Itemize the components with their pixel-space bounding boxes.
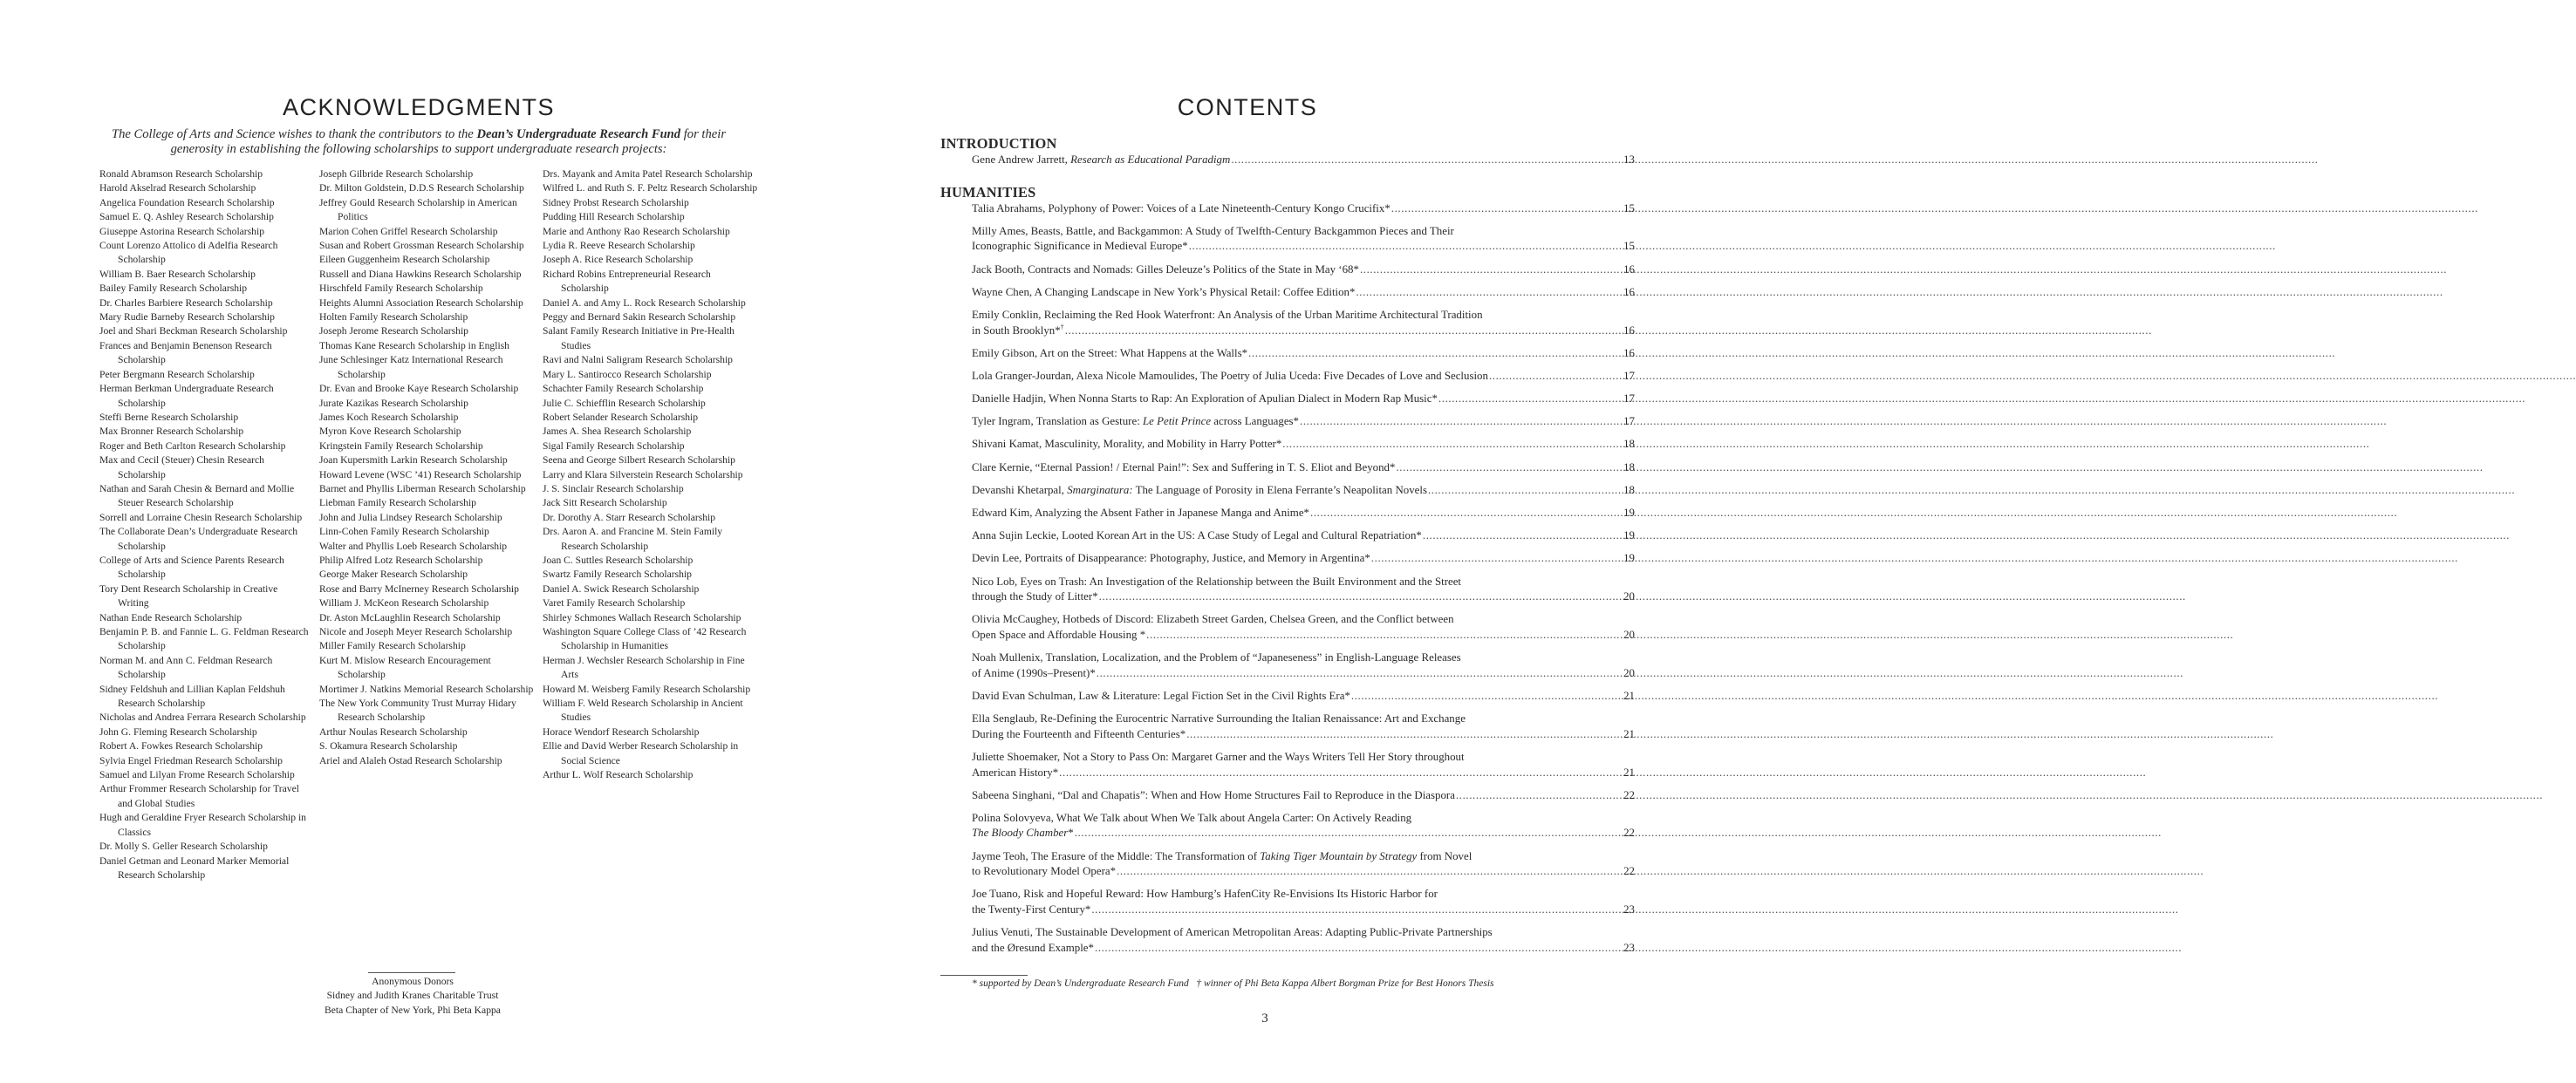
scholarship-item: Roger and Beth Carlton Research Scholarship <box>99 439 286 452</box>
toc-entry-text: Danielle Hadjin, When Nonna Starts to Rap: An Exploration of Apulian Dialect in Modern Rap Music* <box>972 392 1438 405</box>
dot-leader <box>1189 239 1622 255</box>
toc-page-number: 21 <box>1623 766 1635 779</box>
scholarship-item: Marion Cohen Griffel Research Scholarship <box>319 225 498 237</box>
dot-leader <box>1489 369 1622 385</box>
scholarship-item: Jeffrey Gould Research Scholarship in American Politics <box>319 196 517 223</box>
scholarship-item: Philip Alfred Lotz Research Scholarship <box>319 554 483 566</box>
toc-entry-text: Ella Senglaub, Re-Defining the Eurocentric Narrative Surrounding the Italian Renaissance: Art and Exchange <box>972 712 1466 725</box>
scholarship-item: Linn-Cohen Family Research Scholarship <box>319 526 489 538</box>
scholarship-item: Robert Selander Research Scholarship <box>543 411 699 423</box>
dot-leader <box>1248 346 1622 362</box>
toc-entry[interactable] <box>940 811 1635 841</box>
scholarship-item: Frances and Benjamin Benenson Research Scholarship <box>99 339 272 366</box>
scholarship-item: Robert A. Fowkes Research Scholarship <box>99 740 263 753</box>
dot-leader <box>1428 483 1622 499</box>
scholarship-item: Kringstein Family Research Scholarship <box>319 439 483 452</box>
footnote: * supported by Dean’s Undergraduate Research Fund † winner of Phi Beta Kappa Albert Borgman Prize for Best Honors Thesis <box>972 978 1494 989</box>
scholarship-item: Pudding Hill Research Scholarship <box>543 211 685 223</box>
dot-leader <box>1091 902 1622 918</box>
dot-leader <box>1438 392 1622 407</box>
dot-leader <box>1456 788 1622 804</box>
scholarship-item: Schachter Family Research Scholarship <box>543 383 704 395</box>
scholarship-item: Susan and Robert Grossman Research Scholarship <box>319 240 524 252</box>
toc-page-number: 20 <box>1623 666 1635 679</box>
toc-page-number: 22 <box>1623 865 1635 878</box>
toc-entry[interactable] <box>940 925 1635 956</box>
toc-entry-text: Joe Tuano, Risk and Hopeful Reward: How Hamburg’s HafenCity Re-Envisions Its Historic Harbor for <box>972 888 1438 901</box>
scholarship-item: Howard M. Weisberg Family Research Scholarship <box>543 683 751 695</box>
toc-entry[interactable] <box>940 612 1635 643</box>
scholarship-item: Myron Kove Research Scholarship <box>319 426 461 438</box>
scholarship-item: John and Julia Lindsey Research Scholarship <box>319 511 502 523</box>
scholarship-item: Dr. Dorothy A. Starr Research Scholarship <box>543 511 716 523</box>
toc-page-number: 15 <box>1623 240 1635 253</box>
toc-entry[interactable] <box>940 308 1635 338</box>
toc-page-number: 15 <box>1623 201 1635 215</box>
scholarship-item: Jack Sitt Research Scholarship <box>543 497 667 509</box>
intro-text-after: for their generosity in establishing the following scholarships to support undergraduate research projects: <box>170 127 726 156</box>
scholarship-item: Samuel and Lilyan Frome Research Scholarship <box>99 769 295 781</box>
scholarship-item: Tory Dent Research Scholarship in Creative Writing <box>99 582 278 610</box>
toc-entry[interactable] <box>940 887 1635 917</box>
toc-entry-text: of Anime (1990s–Present)* <box>972 666 1096 679</box>
toc-page-number: 19 <box>1623 552 1635 565</box>
toc-entry-text: to Revolutionary Model Opera* <box>972 865 1117 878</box>
toc-entry[interactable] <box>940 153 1635 168</box>
scholarship-item: Thomas Kane Research Scholarship in English <box>319 339 509 351</box>
scholarship-item: Miller Family Research Scholarship <box>319 640 466 652</box>
toc-entry-text: Open Space and Affordable Housing * <box>972 628 1146 641</box>
toc-entry[interactable] <box>940 551 1635 567</box>
scholarship-item: Larry and Klara Silverstein Research Scholarship <box>543 468 743 480</box>
toc-entry[interactable] <box>940 285 1635 301</box>
dot-leader <box>1360 262 1622 278</box>
contents-title: CONTENTS <box>1177 94 1318 120</box>
scholarship-item: Washington Square College Class of ’42 Research Scholarship in Humanities <box>543 626 747 652</box>
scholarship-item: Joseph Gilbride Research Scholarship <box>319 168 474 180</box>
scholarship-item: Daniel A. and Amy L. Rock Research Scholarship <box>543 296 746 309</box>
toc-list <box>940 153 1635 168</box>
toc-entry[interactable] <box>940 437 1635 453</box>
scholarship-item: Herman Berkman Undergraduate Research Scholarship <box>99 383 274 409</box>
scholarship-item: Dr. Evan and Brooke Kaye Research Scholarship <box>319 383 519 395</box>
scholarship-column-1 <box>99 167 309 882</box>
toc-entry[interactable] <box>940 346 1635 362</box>
scholarship-item: Arthur L. Wolf Research Scholarship <box>543 769 694 781</box>
scholarship-item: Liebman Family Research Scholarship <box>319 497 476 509</box>
scholarship-item: Drs. Mayank and Amita Patel Research Scholarship <box>543 168 753 180</box>
toc-page-number: 18 <box>1623 483 1635 496</box>
scholarship-item: James A. Shea Research Scholarship <box>543 426 692 438</box>
dot-leader <box>1095 941 1622 957</box>
scholarship-item: Howard Levene (WSC ’41) Research Scholarship <box>319 468 522 480</box>
dot-leader <box>1186 727 1622 743</box>
toc-entry-text: Edward Kim, Analyzing the Absent Father in Japanese Manga and Anime* <box>972 507 1309 520</box>
toc-page-number: 20 <box>1623 628 1635 641</box>
scholarship-item: Dr. Aston McLaughlin Research Scholarship <box>319 611 501 623</box>
scholarship-item: Barnet and Phyllis Liberman Research Scholarship <box>319 482 526 494</box>
toc-entry-text: through the Study of Litter* <box>972 590 1098 603</box>
dot-leader <box>1423 528 1622 544</box>
scholarship-item: Mortimer J. Natkins Memorial Research Scholarship <box>319 683 534 695</box>
scholarship-item: Julie C. Schiefflin Research Scholarship <box>543 397 706 409</box>
toc-entry[interactable] <box>940 750 1635 780</box>
scholarship-item: Daniel Getman and Leonard Marker Memorial Research Scholarship <box>99 855 290 881</box>
toc-entry-text: the Twenty-First Century* <box>972 903 1091 916</box>
scholarship-item: Benjamin P. B. and Fannie L. G. Feldman Research Scholarship <box>99 626 309 652</box>
scholarship-item: Richard Robins Entrepreneurial Research Scholarship <box>543 268 711 295</box>
toc-page-number: 16 <box>1623 285 1635 298</box>
scholarship-item: Peter Bergmann Research Scholarship <box>99 368 255 380</box>
toc-entry[interactable] <box>940 788 1635 804</box>
dot-leader <box>1310 506 1622 521</box>
scholarship-item: Herman J. Wechsler Research Scholarship in Fine Arts <box>543 654 745 681</box>
scholarship-item: Lydia R. Reeve Research Scholarship <box>543 240 695 252</box>
toc-entry-text: Olivia McCaughey, Hotbeds of Discord: Elizabeth Street Garden, Chelsea Green, and the Conflict between <box>972 613 1454 626</box>
scholarship-item: Dr. Milton Goldstein, D.D.S Research Scholarship <box>319 182 524 194</box>
toc-entry-text: Talia Abrahams, Polyphony of Power: Voices of a Late Nineteenth-Century Kongo Crucifix* <box>972 201 1390 215</box>
scholarship-item: Joan C. Suttles Research Scholarship <box>543 554 694 566</box>
scholarship-item: Dr. Charles Barbiere Research Scholarship <box>99 296 273 309</box>
scholarship-item: Bailey Family Research Scholarship <box>99 283 248 295</box>
toc-entry-text: Iconographic Significance in Medieval Europe* <box>972 240 1188 253</box>
toc-entry-text: David Evan Schulman, Law & Literature: Legal Fiction Set in the Civil Rights Era* <box>972 689 1350 702</box>
dot-leader <box>1065 324 1622 339</box>
scholarship-item: Salant Family Research Initiative in Pre-Health Studies <box>543 325 735 351</box>
scholarship-item: Heights Alumni Association Research Scholarship <box>319 296 523 309</box>
toc-entry[interactable] <box>940 575 1635 605</box>
toc-entry-text: Emily Gibson, Art on the Street: What Happens at the Walls* <box>972 346 1248 359</box>
toc-entry-text: Emily Conklin, Reclaiming the Red Hook Waterfront: An Analysis of the Urban Maritime Architectural Tradition <box>972 308 1483 321</box>
toc-entry-text: The Bloody Chamber* <box>972 827 1074 840</box>
scholarship-item: Joan Kupersmith Larkin Research Scholarship <box>319 454 508 467</box>
toc-page-number: 17 <box>1623 392 1635 405</box>
toc-entry-text: American History* <box>972 766 1059 779</box>
scholarship-item: The Collaborate Dean’s Undergraduate Research Scholarship <box>99 526 298 552</box>
scholarship-item: Joseph A. Rice Research Scholarship <box>543 254 694 266</box>
scholarship-item: Marie and Anthony Rao Research Scholarship <box>543 225 730 237</box>
dot-leader <box>1231 153 1622 168</box>
toc-entry[interactable] <box>940 262 1635 278</box>
donor-item: Sidney and Judith Kranes Charitable Trust <box>326 990 499 1002</box>
scholarship-item: Russell and Diana Hawkins Research Scholarship <box>319 268 522 280</box>
dot-leader <box>1356 285 1622 301</box>
scholarship-item: James Koch Research Scholarship <box>319 411 459 423</box>
scholarship-item: Samuel E. Q. Ashley Research Scholarship <box>99 211 274 223</box>
toc-entry-text: Clare Kernie, “Eternal Passion! / Eternal Pain!”: Sex and Suffering in T. S. Eliot and Beyond* <box>972 460 1396 473</box>
scholarship-item: Ellie and David Werber Research Scholarship in Social Science <box>543 740 739 766</box>
donors-list <box>298 975 527 1018</box>
toc-entry-text: Shivani Kamat, Masculinity, Morality, and Mobility in Harry Potter* <box>972 438 1282 451</box>
dot-leader <box>1351 689 1622 705</box>
toc-page-number: 17 <box>1623 369 1635 382</box>
toc-page-number: 18 <box>1623 438 1635 451</box>
scholarship-item: Ariel and Alaleh Ostad Research Scholarship <box>319 754 502 766</box>
toc-section-title: INTRODUCTION <box>940 135 1057 152</box>
acknowledgments-title: ACKNOWLEDGMENTS <box>282 94 556 120</box>
dot-leader <box>1300 414 1622 430</box>
scholarship-item: Ronald Abramson Research Scholarship <box>99 168 263 180</box>
toc-entry-text: During the Fourteenth and Fifteenth Centuries* <box>972 727 1186 740</box>
scholarship-item: Jurate Kazikas Research Scholarship <box>319 397 468 409</box>
toc-page-number: 21 <box>1623 689 1635 702</box>
donor-item: Anonymous Donors <box>372 976 454 987</box>
scholarship-item: Arthur Frommer Research Scholarship for Travel and Global Studies <box>99 783 299 809</box>
page-number: 3 <box>1261 1011 1268 1025</box>
scholarship-item: Kurt M. Mislow Research Encouragement Scholarship <box>319 654 491 681</box>
scholarship-item: George Maker Research Scholarship <box>319 569 468 581</box>
scholarship-item: Hugh and Geraldine Fryer Research Scholarship in Classics <box>99 812 306 838</box>
scholarship-item: Ravi and Nalni Saligram Research Scholarship <box>543 354 733 366</box>
scholarship-item: The New York Community Trust Murray Hidary Research Scholarship <box>319 698 516 724</box>
toc-entry-text: Polina Solovyeva, What We Talk about When We Talk about Angela Carter: On Actively Reading <box>972 811 1412 824</box>
scholarship-item: Max and Cecil (Steuer) Chesin Research Scholarship <box>99 454 264 480</box>
toc-page-number: 18 <box>1623 460 1635 473</box>
intro-fund-name: Dean’s Undergraduate Research Fund <box>476 127 681 141</box>
toc-entry-text: Wayne Chen, A Changing Landscape in New York’s Physical Retail: Coffee Edition* <box>972 285 1356 298</box>
toc-entry[interactable] <box>940 201 1635 217</box>
toc-entry[interactable] <box>940 224 1635 255</box>
toc-entry[interactable] <box>940 650 1635 681</box>
scholarship-item: Daniel A. Swick Research Scholarship <box>543 582 700 595</box>
scholarship-item: Peggy and Bernard Sakin Research Scholarship <box>543 311 736 324</box>
toc-entry-text: in South Brooklyn*† <box>972 323 1064 337</box>
scholarship-item: Nicholas and Andrea Ferrara Research Scholarship <box>99 712 306 724</box>
toc-entry-text: Tyler Ingram, Translation as Gesture: Le Petit Prince across Languages* <box>972 415 1300 428</box>
scholarship-item: Sidney Probst Research Scholarship <box>543 196 689 208</box>
scholarship-item: Shirley Schmones Wallach Research Scholarship <box>543 611 741 623</box>
scholarship-item: Angelica Foundation Research Scholarship <box>99 196 275 208</box>
toc-entry[interactable] <box>940 483 1635 499</box>
toc-entry-text: Jack Booth, Contracts and Nomads: Gilles Deleuze’s Politics of the State in May ‘68* <box>972 262 1359 276</box>
toc-entry-text: Anna Sujin Leckie, Looted Korean Art in the US: A Case Study of Legal and Cultural Repatriation* <box>972 529 1422 542</box>
donor-item: Beta Chapter of New York, Phi Beta Kappa <box>325 1004 501 1016</box>
toc-list <box>940 201 1635 957</box>
scholarship-item: S. Okamura Research Scholarship <box>319 740 458 753</box>
scholarship-item: Mary Rudie Barneby Research Scholarship <box>99 311 275 324</box>
scholarship-item: William F. Weld Research Scholarship in Ancient Studies <box>543 698 743 724</box>
toc-entry[interactable] <box>940 414 1635 430</box>
toc-page-number: 23 <box>1623 941 1635 954</box>
toc-entry-text: Devanshi Khetarpal, Smarginatura: The Language of Porosity in Elena Ferrante’s Neapolitan Novels <box>972 483 1427 496</box>
scholarship-item: Giuseppe Astorina Research Scholarship <box>99 225 264 237</box>
scholarship-item: Count Lorenzo Attolico di Adelfia Research Scholarship <box>99 240 278 266</box>
scholarship-item: Hirschfeld Family Research Scholarship <box>319 283 483 295</box>
intro-text-before: The College of Arts and Science wishes to thank the contributors to the <box>111 127 477 141</box>
dot-leader <box>1146 628 1622 644</box>
toc-entry-text: Sabeena Singhani, “Dal and Chapatis”: When and How Home Structures Fail to Reproduce in the Diaspora <box>972 788 1455 801</box>
toc-page-number: 17 <box>1623 415 1635 428</box>
toc-entry-text: Juliette Shoemaker, Not a Story to Pass On: Margaret Garner and the Ways Writers Tell Her Story throughout <box>972 750 1465 763</box>
toc-page-number: 16 <box>1623 346 1635 359</box>
toc-entry-text: Lola Granger-Jourdan, Alexa Nicole Mamoulides, The Poetry of Julia Uceda: Five Decades of Love and Seclusion <box>972 369 1488 382</box>
scholarship-item: Arthur Noulas Research Scholarship <box>319 725 468 738</box>
dot-leader <box>1371 551 1622 567</box>
toc-entry[interactable] <box>940 689 1635 705</box>
scholarship-item: Rose and Barry McInerney Research Scholarship <box>319 582 519 595</box>
toc-entry[interactable] <box>940 712 1635 742</box>
scholarship-item: Nathan and Sarah Chesin & Bernard and Mollie Steuer Research Scholarship <box>99 482 295 509</box>
scholarship-item: Nathan Ende Research Scholarship <box>99 611 243 623</box>
scholarship-item: Horace Wendorf Research Scholarship <box>543 725 700 738</box>
scholarship-item: Sorrell and Lorraine Chesin Research Scholarship <box>99 511 303 523</box>
toc-entry[interactable] <box>940 392 1635 407</box>
scholarship-item: Joseph Jerome Research Scholarship <box>319 325 468 337</box>
toc-entry[interactable] <box>940 528 1635 544</box>
scholarship-item: Mary L. Santirocco Research Scholarship <box>543 368 712 380</box>
scholarship-item: Harold Akselrad Research Scholarship <box>99 182 256 194</box>
dot-leader <box>1391 201 1622 217</box>
scholarship-item: Sidney Feldshuh and Lillian Kaplan Feldshuh Research Scholarship <box>99 683 285 710</box>
scholarship-item: Steffi Berne Research Scholarship <box>99 411 239 423</box>
footnote-divider <box>940 975 1028 976</box>
scholarship-item: Holten Family Research Scholarship <box>319 311 468 324</box>
toc-page-number: 23 <box>1623 903 1635 916</box>
toc-page-number: 16 <box>1623 324 1635 337</box>
toc-entry-text: Gene Andrew Jarrett, Research as Educational Paradigm <box>972 153 1231 166</box>
acknowledgments-page <box>0 0 837 1083</box>
toc-page-number: 16 <box>1623 262 1635 276</box>
toc-entry-text: Noah Mullenix, Translation, Localization, and the Problem of “Japaneseness” in English-Language Releases <box>972 651 1461 664</box>
toc-entry-text: and the Øresund Example* <box>972 941 1094 954</box>
toc-entry-text: Devin Lee, Portraits of Disappearance: Photography, Justice, and Memory in Argentina* <box>972 552 1370 565</box>
table-of-contents <box>940 135 1635 956</box>
toc-entry[interactable] <box>940 369 1635 385</box>
toc-section-title: HUMANITIES <box>940 183 1036 201</box>
scholarship-item: William B. Baer Research Scholarship <box>99 268 256 280</box>
scholarship-item: Dr. Molly S. Geller Research Scholarship <box>99 841 268 853</box>
toc-entry-text: Jayme Teoh, The Erasure of the Middle: The Transformation of Taking Tiger Mountain by Strategy from Novel <box>972 849 1472 862</box>
scholarship-item: Eileen Guggenheim Research Scholarship <box>319 254 490 266</box>
scholarship-item: June Schlesinger Katz International Research Scholarship <box>319 354 503 380</box>
scholarship-item: Varet Family Research Scholarship <box>543 597 686 610</box>
scholarship-column-2 <box>319 167 536 768</box>
scholarship-item: Sylvia Engel Friedman Research Scholarship <box>99 754 283 766</box>
scholarship-item: John G. Fleming Research Scholarship <box>99 725 257 738</box>
donors-divider <box>368 972 455 973</box>
toc-page-number: 22 <box>1623 788 1635 801</box>
scholarship-item: J. S. Sinclair Research Scholarship <box>543 482 684 494</box>
scholarship-item: Wilfred L. and Ruth S. F. Peltz Research Scholarship <box>543 182 758 194</box>
dot-leader <box>1075 826 1622 841</box>
scholarship-item: Joel and Shari Beckman Research Scholarship <box>99 325 288 337</box>
toc-entry[interactable] <box>940 506 1635 521</box>
toc-entry[interactable] <box>940 460 1635 476</box>
dot-leader <box>1282 437 1622 453</box>
dot-leader <box>1396 460 1622 476</box>
toc-page-number: 20 <box>1623 590 1635 603</box>
dot-leader <box>1097 666 1622 682</box>
scholarship-item: Drs. Aaron A. and Francine M. Stein Family Research Scholarship <box>543 526 723 552</box>
toc-entry-text: Nico Lob, Eyes on Trash: An Investigation of the Relationship between the Built Environment and the Street <box>972 575 1462 588</box>
toc-page-number: 19 <box>1623 529 1635 542</box>
scholarship-item: William J. McKeon Research Scholarship <box>319 597 489 610</box>
scholarship-item: Sigal Family Research Scholarship <box>543 439 685 452</box>
scholarship-item: Swartz Family Research Scholarship <box>543 569 692 581</box>
scholarship-item: College of Arts and Science Parents Research Scholarship <box>99 554 284 581</box>
scholarship-item: Walter and Phyllis Loeb Research Scholarship <box>319 540 508 552</box>
dot-leader <box>1099 589 1622 605</box>
toc-page-number: 21 <box>1623 727 1635 740</box>
scholarship-item: Max Bronner Research Scholarship <box>99 426 244 438</box>
toc-page-number: 19 <box>1623 507 1635 520</box>
scholarship-item: Norman M. and Ann C. Feldman Research Scholarship <box>99 654 273 681</box>
dot-leader <box>1059 766 1622 781</box>
toc-entry-text: Julius Venuti, The Sustainable Development of American Metropolitan Areas: Adapting Public-Private Partnerships <box>972 926 1493 939</box>
toc-entry[interactable] <box>940 849 1635 880</box>
toc-page-number: 13 <box>1623 153 1635 166</box>
scholarship-column-3 <box>543 167 761 782</box>
dot-leader <box>1117 864 1622 880</box>
acknowledgments-intro <box>94 127 743 157</box>
toc-page-number: 22 <box>1623 827 1635 840</box>
scholarship-item: Nicole and Joseph Meyer Research Scholarship <box>319 626 513 637</box>
scholarship-item: Seena and George Silbert Research Scholarship <box>543 454 735 467</box>
toc-entry-text: Milly Ames, Beasts, Battle, and Backgammon: A Study of Twelfth-Century Backgammon Pieces and Their <box>972 224 1454 237</box>
